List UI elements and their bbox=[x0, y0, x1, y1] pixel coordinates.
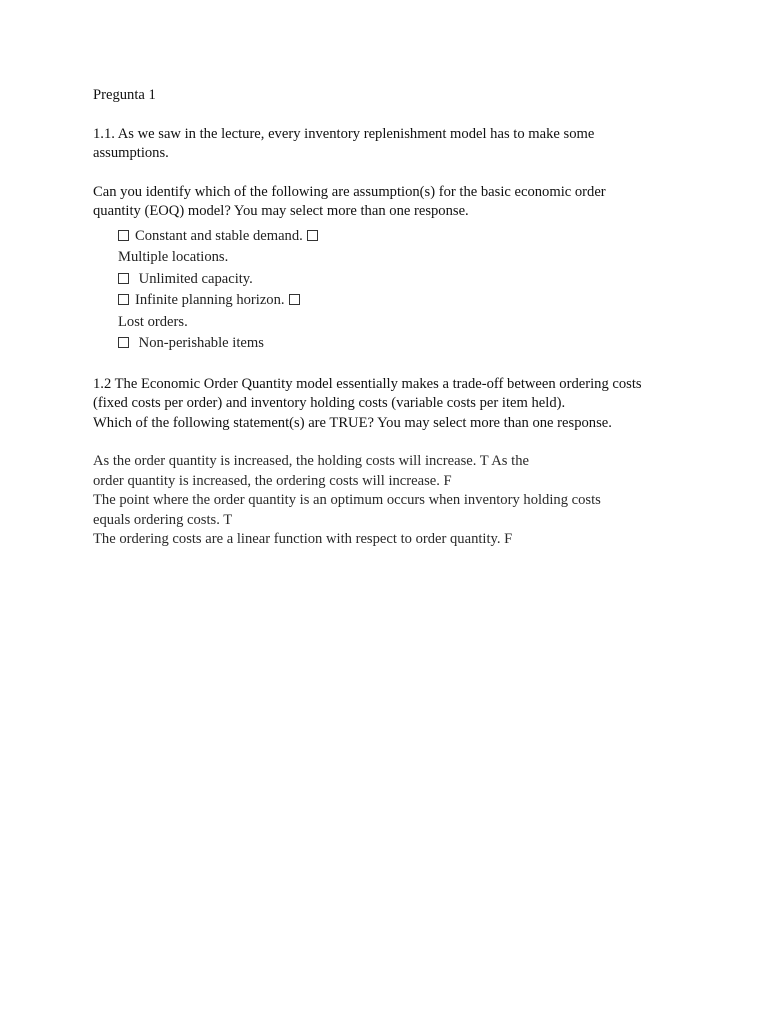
checkbox-infinite-horizon[interactable] bbox=[118, 294, 129, 305]
q1-options bbox=[118, 226, 693, 355]
q2-intro bbox=[93, 375, 693, 434]
option-row bbox=[118, 269, 693, 291]
answer-line: The point where the order quantity is an optimum occurs when inventory holding costs bbox=[93, 492, 601, 508]
option-label: Lost orders. bbox=[118, 313, 188, 330]
option-row bbox=[118, 226, 693, 248]
answer-line: As the order quantity is increased, the holding costs will increase. T As the bbox=[93, 453, 529, 469]
option-label: Unlimited capacity. bbox=[138, 270, 253, 287]
q2-intro-line: Which of the following statement(s) are TRUE? You may select more than one response. bbox=[93, 414, 612, 431]
q2-intro-line: (fixed costs per order) and inventory holding costs (variable costs per item held). bbox=[93, 395, 566, 411]
option-label: Constant and stable demand. bbox=[135, 227, 303, 244]
q1-prompt-line: quantity (EOQ) model? You may select more than one response. bbox=[93, 203, 469, 219]
question-heading: Pregunta 1 bbox=[93, 87, 156, 103]
option-label: Multiple locations. bbox=[118, 249, 229, 265]
option-row bbox=[118, 247, 693, 269]
q1-intro-line: assumptions. bbox=[93, 145, 169, 161]
option-row bbox=[118, 290, 693, 312]
answer-line: The ordering costs are a linear function with respect to order quantity. F bbox=[93, 531, 513, 547]
checkbox-constant-demand[interactable] bbox=[118, 230, 129, 241]
answer-line: equals ordering costs. T bbox=[93, 511, 233, 528]
document-page bbox=[93, 86, 693, 550]
checkbox-unlimited-capacity[interactable] bbox=[118, 273, 129, 284]
q1-prompt bbox=[93, 183, 693, 222]
checkbox-non-perishable[interactable] bbox=[118, 337, 129, 348]
q1-prompt-line: Can you identify which of the following are assumption(s) for the basic economic order bbox=[93, 183, 606, 200]
option-label: Infinite planning horizon. bbox=[135, 292, 285, 308]
q2-intro-line: 1.2 The Economic Order Quantity model essentially makes a trade-off between ordering costs bbox=[93, 375, 642, 392]
checkbox-multiple-locations[interactable] bbox=[307, 230, 318, 241]
q1-intro-line: 1.1. As we saw in the lecture, every inventory replenishment model has to make some bbox=[93, 125, 595, 142]
option-row bbox=[118, 333, 693, 355]
q1-intro bbox=[93, 125, 693, 164]
q2-answers bbox=[93, 452, 693, 550]
option-label: Non-perishable items bbox=[138, 335, 264, 351]
option-row bbox=[118, 312, 693, 334]
answer-line: order quantity is increased, the ordering costs will increase. F bbox=[93, 472, 452, 489]
checkbox-lost-orders[interactable] bbox=[289, 294, 300, 305]
